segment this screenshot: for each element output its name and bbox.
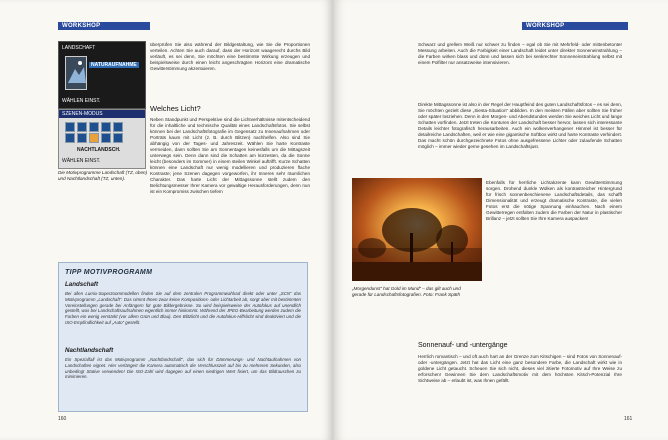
tip-title: TIPP MOTIVPROGRAMM (65, 269, 153, 276)
camera-screen-landscape (58, 41, 146, 109)
tip-text-night: Ein Spezialfall ist das Motivprogramm „Nachtlandschaft“, das sich für Dämmerungs- und Nachtaufnahmen von Landschaften eignet. Hier verlängert die Kamera automatisch die Verschlusszeit auf bis zu mehreren Sekunden, also unbedingt Stative verwenden! Die ISO-Zahl wird dagegen auf einen niedrigen Wert fixiert, um das Bildrauschen zu minimieren. (65, 357, 301, 380)
scene-icon (113, 133, 123, 143)
tip-subheading-landscape: Landschaft (65, 281, 99, 288)
scene-icon (65, 122, 75, 132)
screen-title: LANDSCHAFT (62, 45, 96, 51)
screen-mode-label: NATURAUFNAHME (91, 62, 137, 68)
paragraph-light (418, 102, 622, 176)
section-heading: Sonnenauf- und -untergänge (418, 342, 508, 349)
scene-icon (113, 122, 123, 132)
scene-icon (77, 122, 87, 132)
left-page (0, 0, 333, 440)
section-label: WORKSHOP (522, 22, 628, 30)
tip-text-landscape: Bei allen Lumix-Superzoommodellen finden Sie auf dem zentralen Programmwahlrad direkt oder unter „SCN“ das Motivprogramm „Landschaft“. Das nimmt Ihnen zwar keine Kompositions- oder Lichtarbeit ab, sorgt aber mit bestimmten Voreinstellungen gerade bei Anfängern für gute Bildergebnisse. So wird beispielsweise der Autofokus auf unendlich gestellt, was bei Landschaftsaufnahmen eigentlich immer hinkommt. Während der JPEG-Bearbeitung werden zudem die Farben ein wenig verstärkt (vor allem Grün und Blau). Den Blitzlicht und die Autofokus-Hilfslicht sind deaktiviert und die ISO-Empfindlichkeit auf „Auto“ gestellt. (65, 291, 301, 325)
section-heading: Welches Licht? (150, 104, 201, 113)
tip-subheading-night: Nachtlandschaft (65, 347, 114, 354)
bottom-paragraph: Herrlich romantisch – und oft auch hart an der Grenze zum Kitschigen – sind Fotos von Sonnenauf- oder -untergängen. Jetzt hat das Licht eine ganz besondere Farbe, die Landschaft wirkt wie in goldene Licht getaucht. Scheuen Sie sich nicht, dieses viel zitierte Fotomotiv auf Ihre Weise zu erforschen! Gewinnen Sie dem Landschaftsmotiv mit dem höchsten Kitsch-Potenzial Ihre Sichtweise ab – erlaubt ist, was Ihnen gefällt. (418, 354, 622, 383)
intro-paragraph: überprüfen Sie also während der Bildgestaltung, wie Sie die Proportionen verteilen. Achten Sie auch darauf, dass der Horizont waagerecht durchs Bild verläuft, es sei denn, Sie möchten eine bestimmte Wirkung erzeugen und beispielsweise durch einen leicht angeschrägten Horizont eine dramatische Gewitterstimmung akzentuieren. (150, 42, 310, 71)
paragraph-storm-text: Ebenfalls für herrliche Lichtakzente kann Gewitterstimmung sorgen. Drohend dunkle Wolken als kontrastreicher Hintergrund für frisch sonnenbeschienene Landschaftsdetails, das schafft Dimensionalität und erzeugt dramatische Kontraste, die vielen Fotos erst die nötige Spannung einhauchen. Nach einem Gewitterregen entfalten zudem die Farben der Natur in plastischer Brillanz – jetzt sollten Sie Ihre Kamera auspacken! (486, 180, 622, 221)
screen-mode-label: NACHTLANDSCH. (77, 147, 121, 153)
scene-icon (89, 122, 99, 132)
section-label: WORKSHOP (58, 22, 150, 30)
scene-icon (101, 133, 111, 143)
landscape-icon (65, 56, 87, 90)
tip-box (58, 262, 308, 412)
scene-icon (77, 133, 87, 143)
screen-footer: WÄHLEN EINST. (62, 158, 101, 164)
scene-icon (101, 122, 111, 132)
camera-screen-scene-mode (58, 109, 146, 169)
paragraph-continued (486, 180, 622, 290)
body-paragraph: Neben Standpunkt und Perspektive sind die Lichtverhältnisse mitentscheidend für die inhaltliche und technische Qualität eines Landschaftsfotos. Sie selbst können bei der Landschaftsfotografie im Gegensatz zu Innenaufnahmen oder Porträts kaum mit Licht (z. B. durch Blitzen) nachhelfen. Also sind Sie abhängig von der Tages- und Jahreszeit. Wählen Sie harte Kontraste vermeiden, dann sollten Sie am Sonnentagen keinesfalls um die Mittagszeit unterwegs sein. Denn dann sind die Schatten am kürzesten, da die Sonne leicht (besonders im Sommer) in einem steilen Winkel auftrifft. Kurze Schatten können eine Landschaft nur wenig modellieren und produzieren flache Kontraste; jene Szenen dagegen vorgeworfen, ihr Inneres sehr räumlichen Charakter. Das harte Licht der Mittagssonne stellt zudem den Belichtungsmesser Ihrer Kamera vor gewaltige Herausforderungen, denn nun ist ein Kompromiss zwischen tiefem (150, 117, 310, 194)
page-number: 161 (624, 416, 633, 422)
page-number: 160 (58, 416, 67, 422)
screen-footer: WÄHLEN EINST. (62, 98, 101, 104)
night-landscape-icon (89, 133, 99, 143)
scene-icon (65, 133, 75, 143)
mountain-icon (66, 57, 86, 89)
top-paragraph: Schwarz und grellem Weiß nur schwer zu finden – egal ob Sie mit Mehrfeld- oder mittenbetonter Messung arbeiten. Auch die Farbigkeit einer Landschaft leidet unter direkter Sonneneinstrahlung – die Farben wirken blass und dünn und lassen sich bei senkrechter Sonneneinstrahlung selbst mit einem Polfilter nur ansatzweise intensivieren. (418, 42, 622, 65)
screens-caption: Die Motivprogramme Landschaft (TZ, oben) und Nachtlandschaft (TZ, unten). (58, 170, 148, 181)
paragraph-light-text: Direkte Mittagssonne ist also in der Regel der Hauptfeind des guten Landschaftsfotos – es sei denn, Sie möchten gezielt diese „Siesta-Situation“ abbilden. In den meisten Fällen aber sollten Sie früher oder später losziehen. Denn in den Morgen- und Abendstunden werden Sie weiches Licht und lange Schatten vorfinden. Jetzt treten die Konturen der Landschaft besser hervor, lassen sich interessante Details leichter fotografisch herausarbeiten. Auch ein wolkenverhangener Himmel ist besser für detailreiche Landschaften, weil er wie eine gigantische Softbox wirkt und harte Kontraste verhindert. Das macht schön durchgezeichnete Fotos ohne ausgefressene Lichter oder zulaufende Schatten möglich – immer wieder gerne gesehen im Landschaftsjust. (418, 102, 622, 149)
sunrise-landscape-photo (352, 178, 482, 281)
screen-title: SZENEN-MODUS (62, 111, 103, 117)
photo-caption: „Morgendunst“ hat Gold im Mund“ – das gilt auch und gerade für Landschaftsfotografien. Foto: Frank Späth (352, 286, 461, 297)
